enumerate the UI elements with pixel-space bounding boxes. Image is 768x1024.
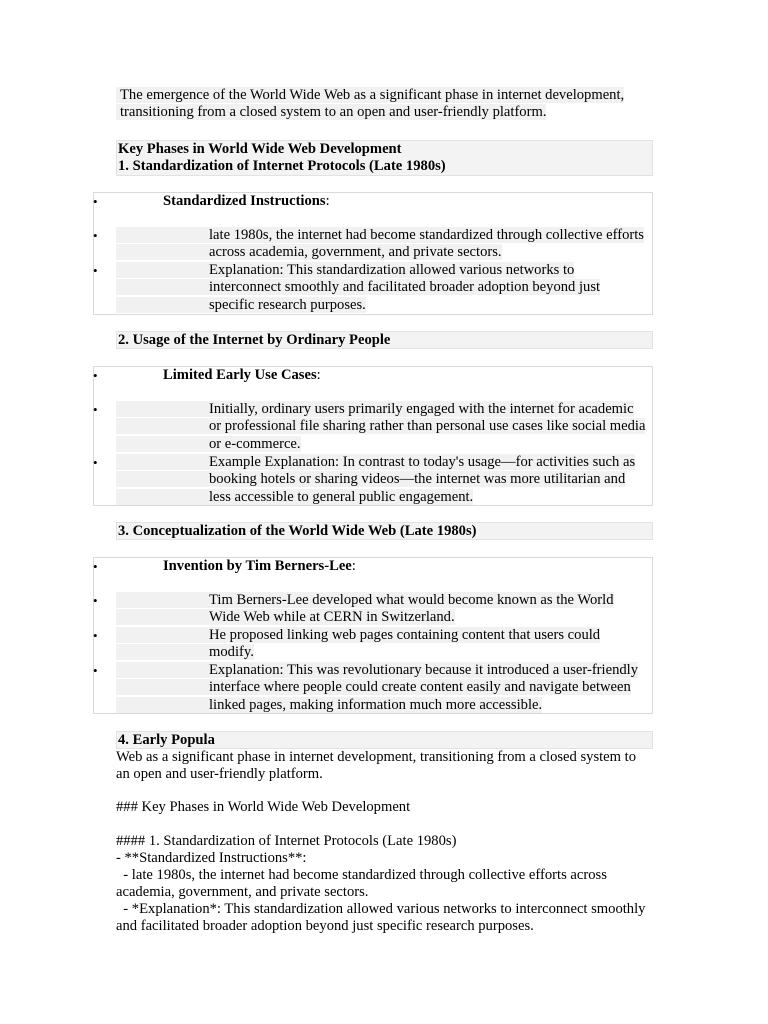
bullet-icon: •	[93, 663, 98, 678]
section3-point3: Explanation: This was revolutionary because it introduced a user-friendly interface where people could create content easily and navigate between linked pages, making information much more accessible.	[116, 662, 638, 713]
section3-point1: Tim Berners-Lee developed what would become known as the World Wide Web while at CERN in Switzerland.	[116, 592, 614, 625]
bullet-icon: •	[93, 368, 98, 383]
heading-box-section2	[116, 331, 653, 349]
section2-list: • Limited Early Use Cases: • Initially, ordinary users primarily engaged with the internet for academic or professional file sharing rather than personal use cases like social media or e-commerce. • Example Explanation: In contrast to today's usage—for activities such as booking hotels or sharing videos—the internet was more utilitarian and less accessible to general public engagement.	[93, 366, 653, 506]
section3-point2: He proposed linking web pages containing content that users could modify.	[116, 627, 600, 660]
section2-point1: Initially, ordinary users primarily engaged with the internet for academic or professional file sharing rather than personal use cases like social media or e-commerce.	[116, 401, 645, 452]
bullet-icon: •	[93, 559, 98, 574]
raw-text-line6: - *Explanation*: This standardization allowed various networks to interconnect smoothly and facilitated broader adoption beyond just specific research purposes.	[116, 901, 650, 935]
raw-text-line5: - late 1980s, the internet had become standardized through collective efforts across academia, government, and private sectors.	[116, 867, 611, 901]
raw-text-line2: ### Key Phases in World Wide Web Development	[116, 799, 411, 815]
section4-heading: 4. Early Popula	[118, 732, 215, 748]
bullet-icon: •	[93, 228, 98, 243]
bullet-icon: •	[93, 402, 98, 417]
bullet-icon: •	[93, 455, 98, 470]
raw-text-line3: #### 1. Standardization of Internet Protocols (Late 1980s)	[116, 833, 457, 849]
section2-point2: Example Explanation: In contrast to today's usage—for activities such as booking hotels or sharing videos—the internet was more utilitarian and less accessible to general public engagement.	[116, 454, 635, 505]
bullet-icon: •	[93, 263, 98, 278]
section1-item-title: Standardized Instructions	[163, 193, 326, 209]
bullet-icon: •	[93, 194, 98, 209]
bullet-icon: •	[93, 628, 98, 643]
section2-item-title: Limited Early Use Cases	[163, 367, 317, 383]
bullet-icon: •	[93, 593, 98, 608]
main-heading: Key Phases in World Wide Web Development	[118, 141, 402, 157]
raw-text-line1: Web as a significant phase in internet development, transitioning from a closed system to an open and user-friendly platform.	[116, 749, 637, 783]
section3-heading: 3. Conceptualization of the World Wide Web (Late 1980s)	[118, 523, 477, 539]
heading-box-section4	[116, 731, 653, 749]
section1-heading: 1. Standardization of Internet Protocols (Late 1980s)	[118, 158, 446, 175]
section1-point1: late 1980s, the internet had become standardized through collective efforts across academia, government, and private sectors.	[116, 227, 644, 260]
heading-box-section3	[116, 522, 653, 540]
section3-item-title: Invention by Tim Berners-Lee	[163, 558, 352, 574]
heading-box-main	[116, 140, 653, 176]
section1-list: • Standardized Instructions: • late 1980s, the internet had become standardized through collective efforts across academia, government, and private sectors. • Explanation: This standardization allowed various networks to interconnect smoothly and facilitated broader adoption beyond just specific research purposes.	[93, 192, 653, 315]
section2-heading: 2. Usage of the Internet by Ordinary People	[118, 332, 391, 348]
section3-list: • Invention by Tim Berners-Lee: • Tim Berners-Lee developed what would become known as the World Wide Web while at CERN in Switzerland. • He proposed linking web pages containing content that users could modify. • Explanation: This was revolutionary because it introduced a user-friendly interface where people could create content easily and navigate between linked pages, making information much more accessible.	[93, 557, 653, 714]
section1-point2: Explanation: This standardization allowed various networks to interconnect smoothly and facilitated broader adoption beyond just specific research purposes.	[116, 262, 600, 313]
raw-text-line4: - **Standardized Instructions**:	[116, 850, 307, 866]
intro-paragraph	[116, 87, 653, 122]
intro-text: The emergence of the World Wide Web as a significant phase in internet development, transitioning from a closed system to an open and user-friendly platform.	[116, 87, 624, 120]
